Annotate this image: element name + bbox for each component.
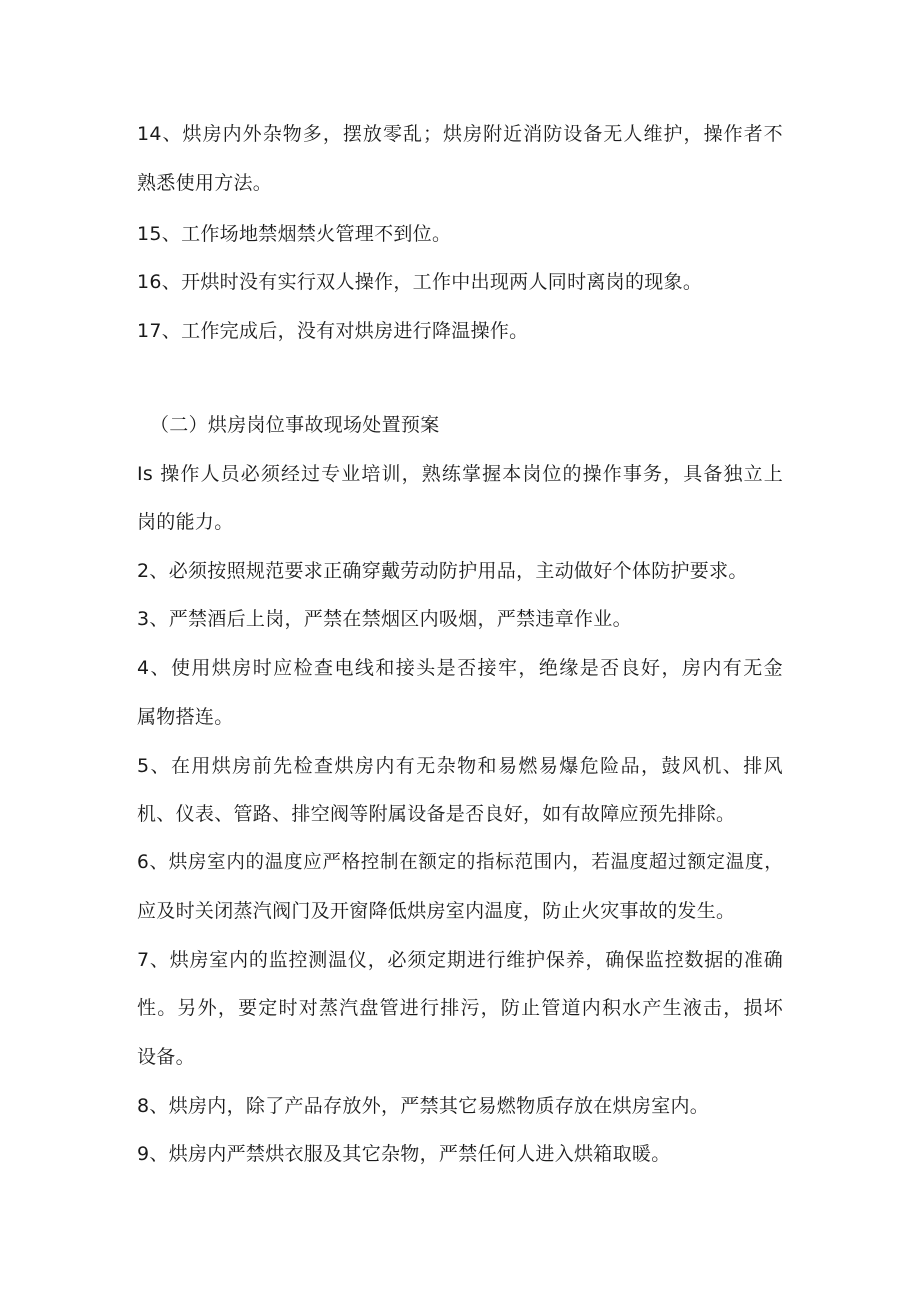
item-4-line-1: 4、使用烘房时应检查电线和接头是否接牢，绝缘是否良好，房内有无金 xyxy=(137,657,783,679)
section-heading: （二）烘房岗位事故现场处置预案 xyxy=(150,414,440,436)
item-1-line-2: 岗的能力。 xyxy=(137,511,234,533)
item-6-line-1: 6、烘房室内的温度应严格控制在额定的指标范围内，若温度超过额定温度， xyxy=(137,852,783,873)
item-5-line-1: 5、在用烘房前先检查烘房内有无杂物和易燃易爆危险品，鼓风机、排风 xyxy=(137,755,783,777)
item-16: 16、开烘时没有实行双人操作，工作中出现两人同时离岗的现象。 xyxy=(137,271,703,293)
item-5-line-2: 机、仪表、管路、排空阀等附属设备是否良好，如有故障应预先排除。 xyxy=(137,803,736,825)
item-7-line-1: 7、烘房室内的监控测温仪，必须定期进行维护保养，确保监控数据的准确 xyxy=(137,949,783,971)
item-17: 17、工作完成后，没有对烘房进行降温操作。 xyxy=(137,320,529,342)
item-8: 8、烘房内，除了产品存放外，严禁其它易燃物质存放在烘房室内。 xyxy=(137,1095,710,1117)
item-14-line-1: 14、烘房内外杂物多，摆放零乱；烘房附近消防设备无人维护，操作者不 xyxy=(137,123,783,145)
item-7-line-2: 性。另外，要定时对蒸汽盘管进行排污，防止管道内积水产生液击，损坏 xyxy=(137,997,783,1019)
item-6-line-2: 应及时关闭蒸汽阀门及开窗降低烘房室内温度，防止火灾事故的发生。 xyxy=(137,900,736,922)
item-15: 15、工作场地禁烟禁火管理不到位。 xyxy=(137,223,452,245)
item-7-line-3: 设备。 xyxy=(137,1046,195,1068)
item-14-line-2: 熟悉使用方法。 xyxy=(137,172,273,194)
item-2: 2、必须按照规范要求正确穿戴劳动防护用品，主动做好个体防护要求。 xyxy=(137,560,748,582)
item-1-line-1: Is 操作人员必须经过专业培训，熟练掌握本岗位的操作事务，具备独立上 xyxy=(137,463,783,485)
item-4-line-2: 属物搭连。 xyxy=(137,706,234,728)
item-3: 3、严禁酒后上岗，严禁在禁烟区内吸烟，严禁违章作业。 xyxy=(137,608,632,630)
item-9: 9、烘房内严禁烘衣服及其它杂物，严禁任何人进入烘箱取暖。 xyxy=(137,1143,671,1165)
